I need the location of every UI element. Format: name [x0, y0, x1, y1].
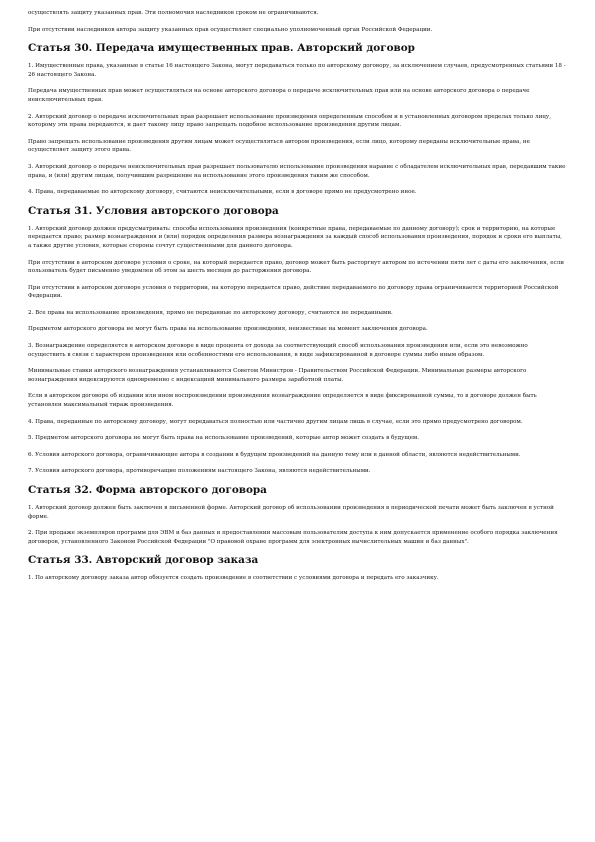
section-heading: Статья 32. Форма авторского договора	[28, 484, 267, 496]
paragraph: осуществлять защиту указанных прав. Эти полномочия наследников сроком не ограничиваются.	[28, 10, 319, 16]
paragraph: 4. Права, передаваемые по авторскому договору, считаются неисключительными, если в договоре прямо не предусмотрено иное.	[28, 189, 417, 196]
paragraph: Если в авторском договоре об издании или ином воспроизведении произведения вознаграждение определяется в виде фиксированной суммы, то в договоре должен быть установлен максимальный тираж произведения.	[28, 393, 537, 409]
paragraph: 2. Все права на использование произведения, прямо не переданные по авторскому договору, считаются не переданными.	[28, 309, 393, 316]
paragraph: 3. Вознаграждение определяется в авторском договоре в виде процента от дохода за соответствующий способ использования произведения или, если это невозможно осуществить в связи с характером произведения или особенностями его использования, в виде зафиксированной в договоре суммы либо иным образом.	[28, 343, 528, 358]
paragraph: При отсутствии наследников автора защиту указанных прав осуществляет специально уполномоченный орган Российской Федерации.	[28, 26, 433, 33]
paragraph: 3. Авторский договор о передаче неисключительных прав разрешает пользователю использование произведения наравне с обладателем исключительных прав, передавшим такие права, и (или) другим лицам, получившим разрешение на использование этого произведения таким же способом.	[28, 163, 566, 179]
paragraph: 1. По авторскому договору заказа автор обязуется создать произведение в соответствии с условиями договора и передать его заказчику.	[28, 575, 439, 582]
paragraph: Минимальные ставки авторского вознаграждения устанавливаются Советом Министров - Правительством Российской Федерации. Минимальные размеры авторского вознаграждения индексируются одновременно с индексацией минимального размера заработной платы.	[28, 368, 527, 383]
paragraph: 5. Предметом авторского договора не могут быть права на использование произведений, которые автор может создать в будущем.	[28, 435, 420, 442]
paragraph: При отсутствии в авторском договоре условия о сроке, на который передается право, договор может быть расторгнут автором по истечении пяти лет с даты его заключения, если пользователь будет письменно уведомлен об этом за шесть месяцев до расторжения договора.	[28, 259, 564, 275]
paragraph: 2. Авторский договор о передаче исключительных прав разрешает использование произведения определенным способом и в установленных договором пределах только лицу, которому эти права передаются, и дает такому лицу право запрещать подобное использование произведения другим лицам.	[28, 113, 551, 129]
section-heading: Статья 33. Авторский договор заказа	[28, 554, 259, 567]
paragraph: Передача имущественных прав может осуществляться на основе авторского договора о передаче исключительных прав или на основе авторского договора о передаче неисключительных прав.	[28, 88, 530, 103]
section-heading: Статья 30. Передача имущественных прав. Авторский договор	[28, 42, 415, 55]
paragraph: 4. Права, переданные по авторскому договору, могут передаваться полностью или частично другим лицам лишь в случае, если это прямо предусмотрено договором.	[28, 418, 523, 425]
paragraph: 7. Условия авторского договора, противоречащие положениям настоящего Закона, являются недействительными.	[28, 468, 371, 475]
section-heading: Статья 31. Условия авторского договора	[28, 204, 279, 217]
paragraph: 1. Авторский договор должен быть заключен в письменной форме. Авторский договор об использовании произведения в периодической печати может быть заключен в устной форме.	[28, 505, 554, 520]
paragraph: Право запрещать использование произведения другим лицам может осуществляться автором произведения, если лицо, которому переданы исключительные права, не осуществляет защиту этого права.	[28, 138, 530, 154]
paragraph: Предметом авторского договора не могут быть права на использование произведения, неизвестные на момент заключения договора.	[28, 326, 428, 333]
paragraph: 1. Авторский договор должен предусматривать: способы использования произведения (конкретные права, передаваемые по данному договору); срок и территорию, на которые передается право; размер вознаграждения и (или) порядок определения размера вознаграждения за каждый способ использования произведения, порядок и сроки его выплаты, а также другие условия, которые стороны сочтут существенными для данного договора.	[28, 225, 562, 249]
paragraph: 2. При продаже экземпляров программ для ЭВМ и баз данных и предоставлении массовым пользователям доступа к ним допускается применение особого порядка заключения договоров, установленного Законом Российской Федерации "О правовой охране программ для электронных вычислительных машин и баз данных".	[28, 530, 558, 545]
paragraph: 6. Условия авторского договора, ограничивающие автора в создании в будущем произведений на данную тему или в данной области, являются недействительными.	[28, 451, 521, 458]
paragraph: 1. Имущественные права, указанные в статье 16 настоящего Закона, могут передаваться только по авторскому договору, за исключением случаев, предусмотренных статьями 18 - 26 настоящего Закона.	[28, 63, 566, 78]
paragraph: При отсутствии в авторском договоре условия о территории, на которую передается право, действие передаваемого по договору права ограничивается территорией Российской Федерации.	[28, 284, 559, 300]
